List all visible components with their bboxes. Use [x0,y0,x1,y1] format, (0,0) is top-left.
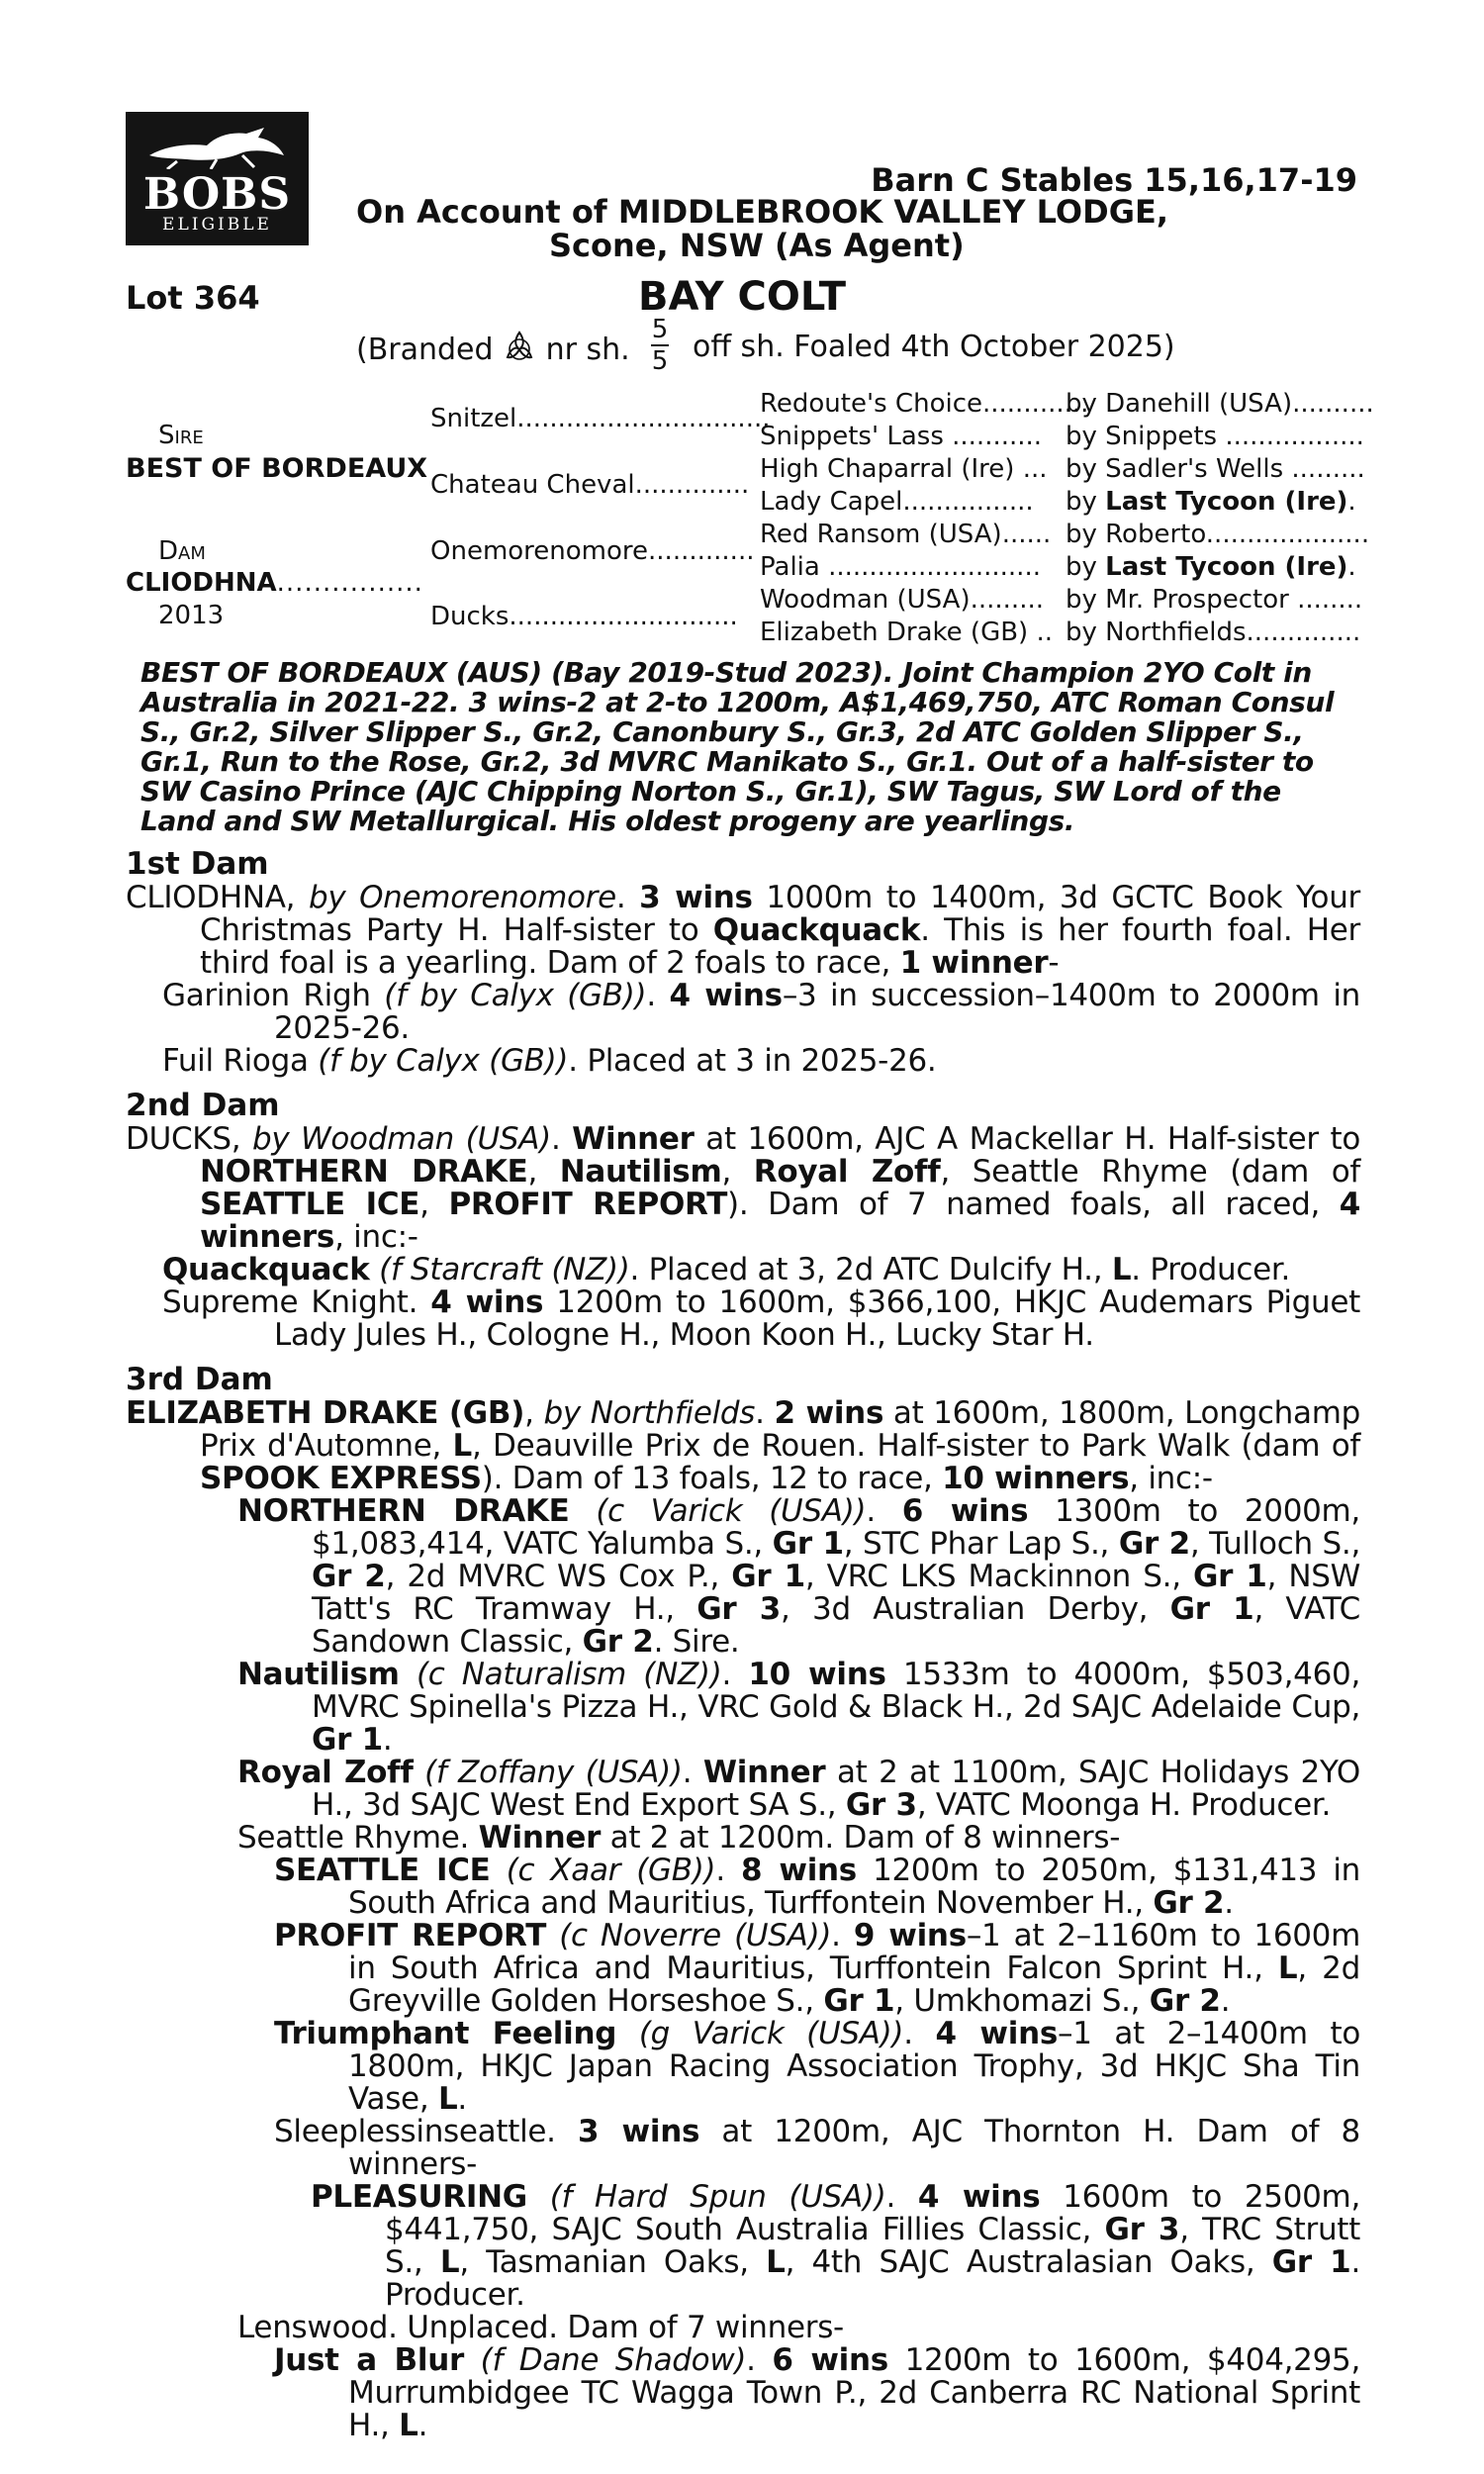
g3-sire: by Last Tycoon (Ire). [1066,487,1356,517]
g3-entry: Snippets' Lass ........... [760,422,1043,451]
progeny-entry: Seattle Rhyme. Winner at 2 at 1200m. Dam of 8 winners- [237,1820,1121,1856]
logo-sub: ELIGIBLE [162,215,272,235]
horse-logo-icon [147,126,286,169]
branded-prefix: (Branded [356,333,494,367]
foaling-date: off sh. Foaled 4th October 2025) [693,330,1175,364]
dam-year: 2013 [158,601,225,630]
g3-sire: by Snippets ................. [1066,422,1364,451]
g3-entry: Lady Capel................ [760,487,1034,517]
great-grand-progeny-entry: PLEASURING (f Hard Spun (USA)). 4 wins 1600m to 2500m, $441,750, SAJC South Australia Fillies Classic, Gr 3, TRC Strutt S., L, Tasmanian Oaks, L, 4th SAJC Australasian Oaks, Gr 1. Producer. [311,2179,1361,2313]
progeny-entry: Royal Zoff (f Zoffany (USA)). Winner at 2 at 1100m, SAJC Holidays 2YO H., 3d SAJC West End Export SA S., Gr 3, VATC Moonga H. Producer. [237,1755,1361,1823]
grand-progeny-entry: Triumphant Feeling (g Varick (USA)). 4 wins–1 at 2–1400m to 1800m, HKJC Japan Racing Association Trophy, 3d HKJC Sha Tin Vase, L. [274,2016,1361,2117]
g2-entry: Onemorenomore............. [430,536,755,566]
sire-label: Sire [158,421,204,450]
first-dam-heading: 1st Dam [126,846,269,882]
progeny-entry: NORTHERN DRAKE (c Varick (USA)). 6 wins 1300m to 2000m, $1,083,414, VATC Yalumba S., Gr 1, STC Phar Lap S., Gr 2, Tulloch S., Gr 2, 2d MVRC WS Cox P., Gr 1, VRC LKS Mackinnon S., Gr 1, NSW Tatt's RC Tramway H., Gr 3, 3d Australian Derby, Gr 1, VATC Sandown Classic, Gr 2. Sire. [237,1493,1361,1660]
stables-location: Barn C Stables 15,16,17-19 [871,161,1357,199]
sire-name: BEST OF BORDEAUX [126,453,428,484]
lot-number: Lot 364 [126,279,260,317]
logo-word: BOBS [142,169,292,220]
lot-title: BAY COLT [638,274,847,320]
g3-entry: Redoute's Choice............. [760,389,1089,419]
dam-name-row [126,568,423,598]
progeny-entry: Supreme Knight. 4 wins 1200m to 1600m, $366,100, HKJC Audemars Piguet Lady Jules H., Cologne H., Moon Koon H., Lucky Star H. [162,1285,1360,1353]
first-dam-entry: CLIODHNA, by Onemorenomore. 3 wins 1000m to 1400m, 3d GCTC Book Your Christmas Party H. Half-sister to Quackquack. This is her fourth foal. Her third foal is a yearling. Dam of 2 foals to race, 1 winner- [126,880,1360,981]
grand-progeny-entry: Just a Blur (f Dane Shadow). 6 wins 1200m to 1600m, $404,295, Murrumbidgee TC Wagga Town P., 2d Canberra RC National Sprint H., L. [274,2342,1360,2443]
g3-sire: by Danehill (USA).......... [1066,389,1374,419]
second-dam-heading: 2nd Dam [126,1088,280,1123]
branded-mid: nr sh. [545,333,630,367]
vendor-account: On Account of MIDDLEBROOK VALLEY LODGE, [356,193,1168,231]
g2-entry: Chateau Cheval.............. [430,470,750,500]
g3-entry: Palia .......................... [760,552,1041,582]
catalogue-body [126,658,1360,2442]
g3-sire: by Northfields.............. [1066,618,1361,647]
progeny-entry: Nautilism (c Naturalism (NZ)). 10 wins 1533m to 4000m, $503,460, MVRC Spinella's Pizza H., VRC Gold & Black H., 2d SAJC Adelaide Cup, Gr 1. [237,1657,1360,1758]
g3-sire: by Mr. Prospector ........ [1066,585,1363,615]
bobs-eligible-logo [126,112,309,245]
g3-entry: High Chaparral (Ire) ... [760,454,1048,484]
g3-entry: Woodman (USA)......... [760,585,1044,615]
brand-fraction [651,315,669,376]
brand-mark-icon [503,330,536,363]
g3-entry: Red Ransom (USA)...... [760,520,1052,549]
fraction-bottom: 5 [651,346,669,376]
grand-progeny-entry: Sleeplessinseattle. 3 wins at 1200m, AJC Thornton H. Dam of 8 winners- [274,2114,1360,2182]
second-dam-entry: DUCKS, by Woodman (USA). Winner at 1600m, AJC A Mackellar H. Half-sister to NORTHERN DRAKE, Nautilism, Royal Zoff, Seattle Rhyme (dam of SEATTLE ICE, PROFIT REPORT). Dam of 7 named foals, all raced, 4 winners, inc:- [126,1121,1361,1255]
progeny-entry: Fuil Rioga (f by Calyx (GB)). Placed at 3 in 2025-26. [162,1043,937,1079]
progeny-entry: Lenswood. Unplaced. Dam of 7 winners- [237,2310,844,2345]
g3-sire: by Roberto.................... [1066,520,1370,549]
third-dam-entry: ELIZABETH DRAKE (GB), by Northfields. 2 wins at 1600m, 1800m, Longchamp Prix d'Automne, L, Deauville Prix de Rouen. Half-sister to Park Walk (dam of SPOOK EXPRESS). Dam of 13 foals, 12 to race, 10 winners, inc:- [126,1395,1360,1496]
grand-progeny-entry: PROFIT REPORT (c Noverre (USA)). 9 wins–1 at 2–1160m to 1600m in South Africa and Mauritius, Turffontein Falcon Sprint H., L, 2d Greyville Golden Horseshoe S., Gr 1, Umkhomazi S., Gr 2. [274,1918,1361,2019]
g3-entry: Elizabeth Drake (GB) .. [760,618,1053,647]
g3-sire: by Last Tycoon (Ire). [1066,552,1356,582]
g2-entry: Ducks............................ [430,602,738,631]
g3-sire: by Sadler's Wells ......... [1066,454,1365,484]
third-dam-heading: 3rd Dam [126,1362,273,1397]
progeny-entry: Garinion Righ (f by Calyx (GB)). 4 wins–3 in succession–1400m to 2000m in 2025-26. [162,978,1361,1046]
dam-label: Dam [158,536,206,566]
dam-dots: ................ [276,568,423,598]
fraction-top: 5 [651,315,669,344]
vendor-location: Scone, NSW (As Agent) [549,227,965,264]
dam-name: CLIODHNA [126,568,277,598]
brand-description [356,330,630,367]
grand-progeny-entry: SEATTLE ICE (c Xaar (GB)). 8 wins 1200m to 2050m, $131,413 in South Africa and Mauritius, Turffontein November H., Gr 2. [274,1853,1360,1921]
progeny-entry: Quackquack (f Starcraft (NZ)). Placed at 3, 2d ATC Dulcify H., L. Producer. [162,1252,1291,1287]
sire-summary: BEST OF BORDEAUX (AUS) (Bay 2019-Stud 2023). Joint Champion 2YO Colt in Australia in 2021-22. 3 wins-2 at 2-to 1200m, A$1,469,750, ATC Roman Consul S., Gr.2, Silver Slipper S., Gr.2, Canonbury S., Gr.3, 2d ATC Golden Slipper S., Gr.1, Run to the Rose, Gr.2, 3d MVRC Manikato S., Gr.1. Out of a half-sister to SW Casino Prince (AJC Chipping Norton S., Gr.1), SW Tagus, SW Lord of the Land and SW Metallurgical. His oldest progeny are yearlings. [140,656,1335,837]
g2-entry: Snitzel............................... [430,404,771,433]
